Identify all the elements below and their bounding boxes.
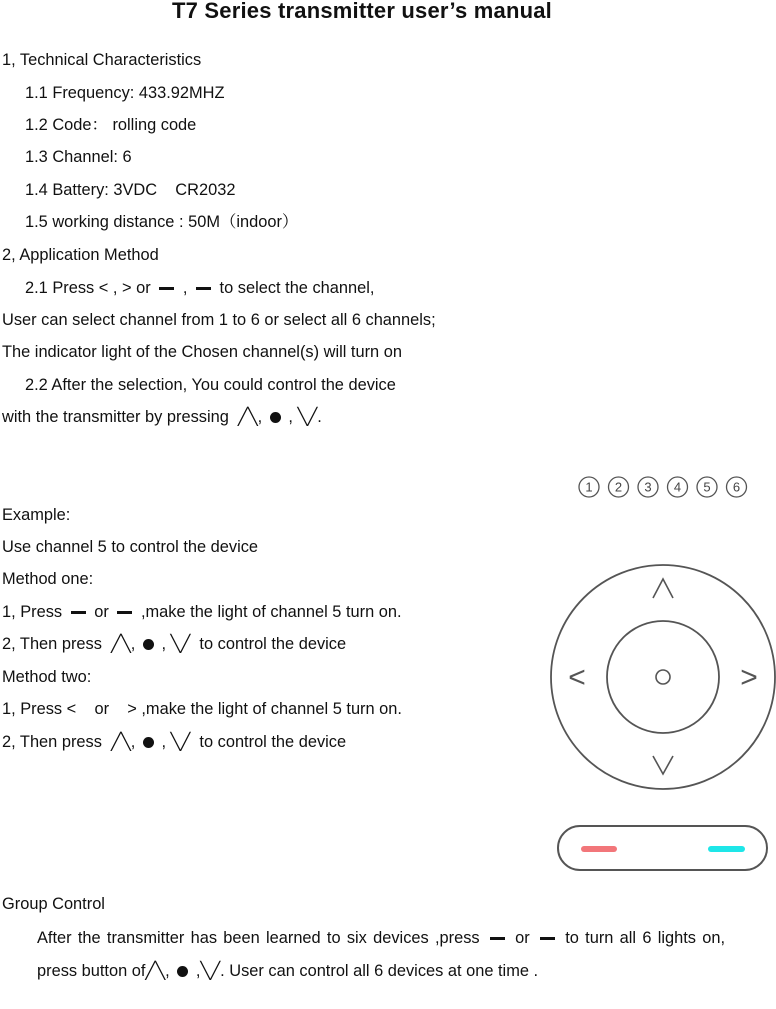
down-arrow-icon[interactable] [653,756,673,774]
example-heading: Example: [2,506,71,524]
channel-indicator-row [574,472,754,502]
method-line-5 [2,406,322,428]
channel-5-label: 5 [703,479,711,495]
method-two-step-1: 1, Press < or > ,make the light of channel 5 turn on. [2,700,402,718]
group-control-heading: Group Control [2,895,105,913]
stop-dot-icon [177,966,188,977]
minus-button-icon [71,611,86,614]
left-arrow-icon[interactable]: < [568,661,586,694]
method-one-step-2-a: 2, Then press ╱╲, [2,635,136,653]
spec-channel: 1.3 Channel: 6 [25,148,132,166]
method-two-heading: Method two: [2,668,92,686]
channel-6-label: 6 [732,479,741,495]
method-line-3: The indicator light of the Chosen channel(s) will turn on [2,343,402,361]
stop-icon [656,670,670,684]
channel-3-label: 3 [644,479,652,495]
method-one-step-1-b: or [94,603,109,621]
right-select-button[interactable] [708,846,745,852]
up-arrow-icon[interactable] [653,579,673,598]
spec-distance: 1.5 working distance : 50M（indoor） [25,213,299,231]
method-line-2: User can select channel from 1 to 6 or select all 6 channels; [2,311,436,329]
example-intro: Use channel 5 to control the device [2,538,259,556]
page-title: T7 Series transmitter user’s manual [172,0,552,23]
method-line-1-c: to select the channel, [219,279,375,297]
dpad-center-button[interactable] [607,621,719,733]
stop-dot-icon [270,412,281,423]
method-two-step-2-a: 2, Then press ╱╲, [2,733,136,751]
method-line-1 [25,277,374,299]
method-two-step-2 [2,731,346,753]
minus-button-icon [117,611,132,614]
method-one-step-1-c: ,make the light of channel 5 turn on. [140,603,402,621]
method-one-step-1 [2,601,402,623]
method-one-step-1-a: 1, Press [2,603,63,621]
group-text-c: to turn all 6 lights on, press button of╱╲, [37,929,726,980]
group-text-b: or [515,929,530,947]
group-control-paragraph [37,922,725,987]
method-two-step-2-b: , ╲╱ to control the device [161,733,347,751]
remote-dpad [548,563,776,793]
section-2-heading: 2, Application Method [2,246,159,264]
minus-button-icon [490,937,505,940]
minus-button-icon [159,287,174,290]
spec-battery: 1.4 Battery: 3VDC CR2032 [25,181,236,199]
remote-select-bar [557,825,769,873]
channel-1-label: 1 [585,479,593,495]
spec-frequency: 1.1 Frequency: 433.92MHZ [25,84,225,102]
right-arrow-icon[interactable]: > [740,661,758,694]
channel-4-label: 4 [673,479,682,495]
method-one-heading: Method one: [2,570,94,588]
method-one-step-2 [2,633,346,655]
spec-code: 1.2 Code： rolling code [25,116,197,134]
minus-button-icon [540,937,555,940]
method-line-5-a: with the transmitter by pressing ╱╲, [2,408,263,426]
stop-dot-icon [143,737,154,748]
stop-dot-icon [143,639,154,650]
group-text-d: ,╲╱. User can control all 6 devices at one time . [195,961,539,980]
group-text-a: After the transmitter has been learned to six devices ,press [37,929,480,947]
section-1-heading: 1, Technical Characteristics [2,51,202,69]
method-line-5-b: , ╲╱. [288,408,322,426]
method-line-1-a: 2.1 Press < , > or [25,279,151,297]
method-line-1-b: , [182,279,188,297]
method-line-4: 2.2 After the selection, You could control the device [25,376,396,394]
channel-2-label: 2 [614,479,623,495]
method-one-step-2-b: , ╲╱ to control the device [161,635,347,653]
minus-button-icon [196,287,211,290]
left-select-button[interactable] [581,846,617,852]
